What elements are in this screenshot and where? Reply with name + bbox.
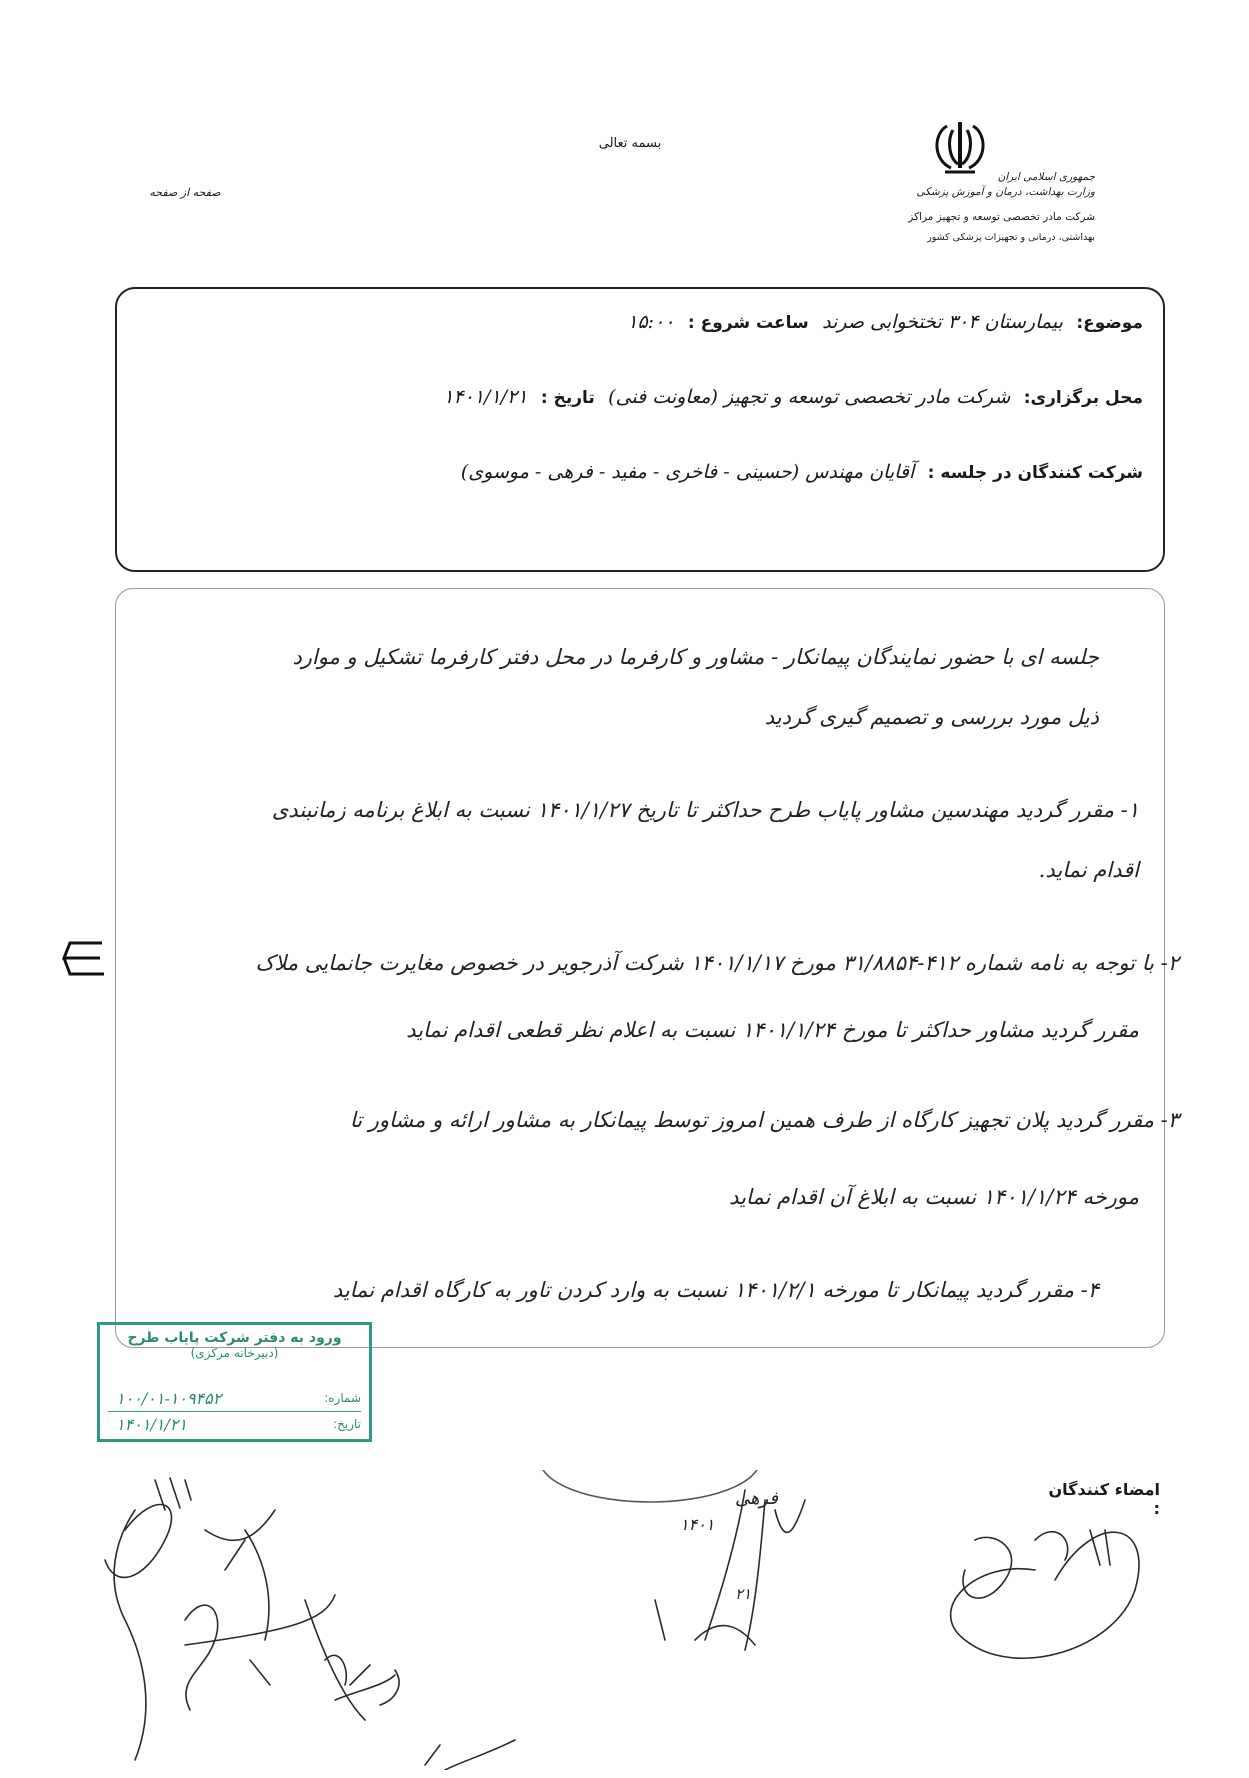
letterhead-ministry: وزارت بهداشت، درمان و آموزش پزشکی — [916, 186, 1095, 198]
date-label: تاریخ : — [540, 388, 595, 408]
subject-label: موضوع: — [1076, 313, 1143, 333]
intro-line2: ذیل مورد بررسی و تصمیم گیری گردید — [764, 705, 1099, 729]
location-row — [133, 386, 1143, 408]
start-time-value: ۱۵:۰۰ — [627, 311, 675, 333]
stamp-number-value: ۱۰۰/۰۱-۱۰۹۴۵۲ — [116, 1389, 222, 1408]
participants-value: آقایان مهندس (حسینی - فاخری - مفید - فرهی - موسوی) — [460, 461, 915, 483]
stamp-title: ورود به دفتر شرکت پایاب طرح — [127, 1330, 342, 1346]
signature-3 — [305, 1600, 399, 1720]
incoming-stamp — [97, 1322, 372, 1442]
meeting-info-box — [115, 287, 1165, 572]
location-label: محل برگزاری: — [1023, 388, 1143, 408]
handwritten-year: ۱۴۰۱ — [680, 1515, 715, 1534]
ellipse-mark — [540, 1470, 760, 1502]
margin-mark — [60, 938, 108, 978]
participants-label: شرکت کنندگان در جلسه : — [927, 463, 1143, 483]
signature-5 — [655, 1490, 805, 1650]
letterhead-company-line1: شرکت مادر تخصصی توسعه و تجهیز مراکز — [908, 211, 1095, 223]
item3-line2: مورخه ۱۴۰۱/۱/۲۴ نسبت به ابلاغ آن اقدام نماید — [729, 1185, 1139, 1209]
margin-mark-icon — [60, 938, 108, 978]
item2-line1: ۲- با توجه به نامه شماره ۴۱۲-۳۱/۸۸۵۴ مورخ ۱۴۰۱/۱/۱۷ شرکت آذرجویر در خصوص مغایرت جانمایی ملاک — [255, 951, 1179, 975]
participants-row — [133, 461, 1143, 483]
letterhead-country: جمهوری اسلامی ایران — [997, 171, 1095, 183]
subject-value: بیمارستان ۳۰۴ تختخوابی صرند — [822, 311, 1063, 333]
stamp-date-label: تاریخ: — [333, 1417, 361, 1431]
signatures-drawing — [95, 1470, 1185, 1770]
start-time-label: ساعت شروع : — [687, 313, 809, 333]
stamp-subtitle: (دبیرخانه مرکزی) — [190, 1346, 279, 1360]
basmala: بسمه تعالی — [598, 136, 662, 151]
letterhead — [880, 170, 1095, 245]
signature-1 — [105, 1478, 191, 1760]
stamp-number-label: شماره: — [324, 1391, 361, 1405]
signatories-label: امضاء کنندگان : — [1048, 1480, 1160, 1518]
item1-line1: ۱- مقرر گردید مهندسین مشاور پایاب طرح حداکثر تا تاریخ ۱۴۰۱/۱/۲۷ نسبت به ابلاغ برنامه زمانبندی — [271, 798, 1139, 822]
handwritten-name: فرهی — [735, 1488, 779, 1509]
handwritten-day: ۲۱ — [735, 1585, 752, 1603]
intro-line1: جلسه ای با حضور نمایندگان پیمانکار - مشاور و کارفرما در محل دفتر کارفرما تشکیل و موارد — [292, 645, 1099, 669]
stamp-number-row — [108, 1389, 361, 1412]
item3-line1: ۳- مقرر گردید پلان تجهیز کارگاه از طرف همین امروز توسط پیمانکار به مشاور ارائه و مشاور تا — [349, 1108, 1179, 1132]
signature-6 — [951, 1530, 1139, 1658]
subject-row — [133, 311, 1143, 333]
item1-line2: اقدام نماید. — [1038, 858, 1139, 882]
page-number: صفحه از صفحه — [149, 186, 221, 199]
iran-emblem-icon — [925, 118, 995, 176]
stamp-date-row — [108, 1415, 361, 1437]
item2-line2: مقرر گردید مشاور حداکثر تا مورخ ۱۴۰۱/۱/۲۴ نسبت به اعلام نظر قطعی اقدام نماید — [406, 1018, 1139, 1042]
letterhead-company-line2: بهداشتی، درمانی و تجهیزات پزشکی کشور — [927, 232, 1095, 243]
signature-2 — [185, 1510, 335, 1710]
stamp-date-value: ۱۴۰۱/۱/۲۱ — [116, 1415, 187, 1434]
signature-4 — [425, 1740, 515, 1770]
location-value: شرکت مادر تخصصی توسعه و تجهیز (معاونت فنی) — [608, 386, 1011, 408]
item4-line1: ۴- مقرر گردید پیمانکار تا مورخه ۱۴۰۱/۲/۱ نسبت به وارد کردن تاور به کارگاه اقدام نماید — [332, 1278, 1099, 1302]
date-value: ۱۴۰۱/۱/۲۱ — [443, 386, 528, 408]
